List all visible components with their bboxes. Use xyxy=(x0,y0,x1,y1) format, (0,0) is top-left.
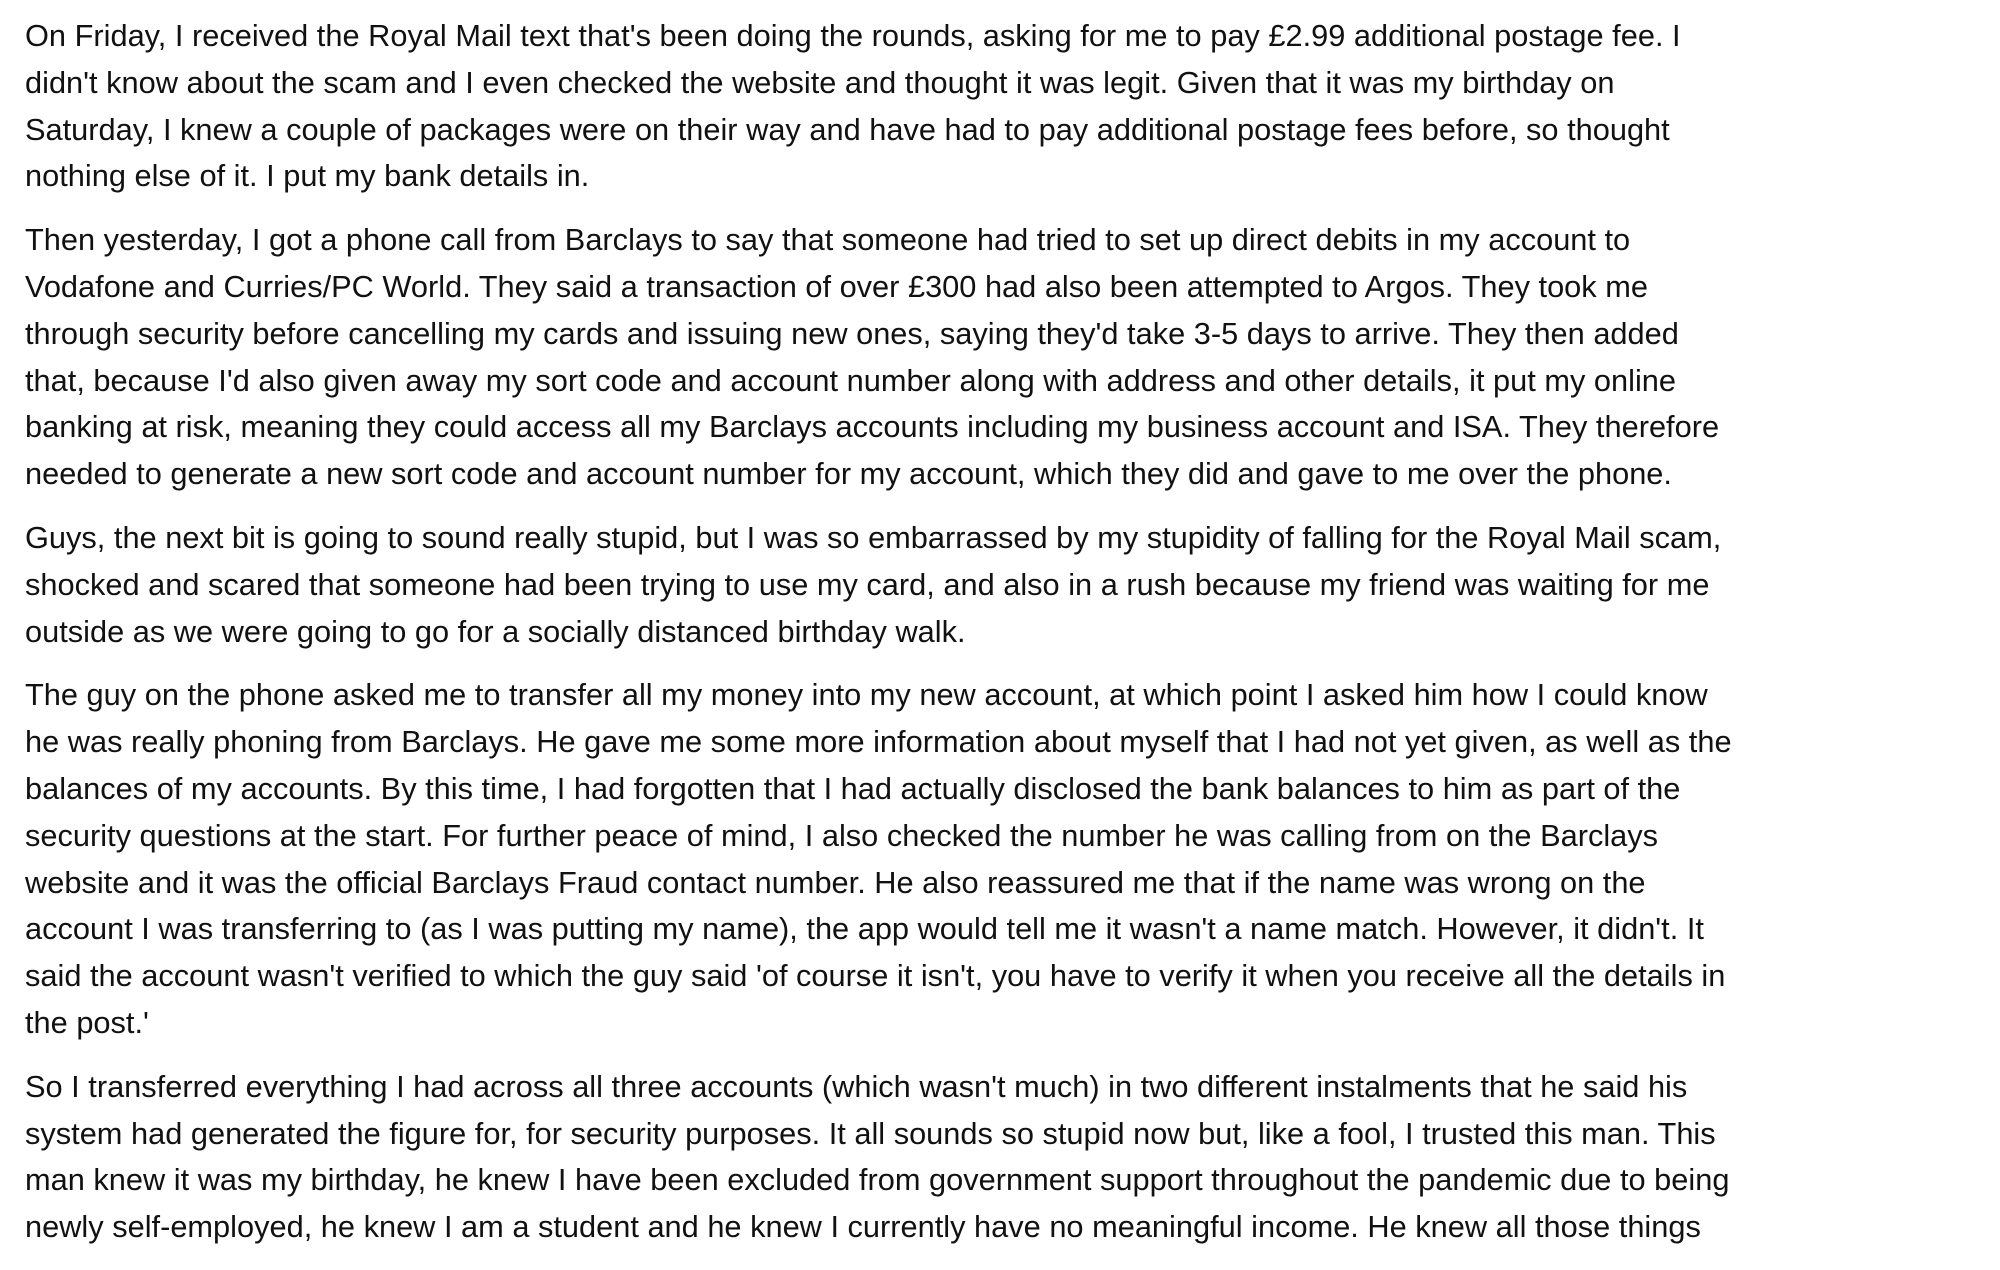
paragraph-barclays-call xyxy=(25,217,2000,498)
text-line: didn't know about the scam and I even checked the website and thought it was legit. Given that it was my birthday on xyxy=(25,64,1615,100)
text-line: the post.' xyxy=(25,1004,149,1040)
text-line: banking at risk, meaning they could access all my Barclays accounts including my business account and ISA. They therefore xyxy=(25,409,1720,445)
paragraph-transfer-request xyxy=(25,672,2000,1046)
document-body xyxy=(25,13,2000,1268)
text-line: Saturday, I knew a couple of packages were on their way and have had to pay additional postage fees before, so thought xyxy=(25,111,1670,147)
text-line: balances of my accounts. By this time, I had forgotten that I had actually disclosed the bank balances to him as part of the xyxy=(25,770,1681,806)
text-line: through security before cancelling my cards and issuing new ones, saying they'd take 3-5 days to arrive. They then added xyxy=(25,315,1679,351)
text-line: he was really phoning from Barclays. He gave me some more information about myself that I had not yet given, as well as the xyxy=(25,724,1732,760)
text-line: Vodafone and Curries/PC World. They said a transaction of over £300 had also been attempted to Argos. They took me xyxy=(25,268,1648,304)
text-line: The guy on the phone asked me to transfer all my money into my new account, at which point I asked him how I could know xyxy=(25,677,1708,713)
text-line: Guys, the next bit is going to sound really stupid, but I was so embarrassed by my stupidity of falling for the Royal Mail scam, xyxy=(25,519,1722,555)
text-line: On Friday, I received the Royal Mail text that's been doing the rounds, asking for me to pay £2.99 additional postage fee. I xyxy=(25,18,1681,53)
text-line: outside as we were going to go for a socially distanced birthday walk. xyxy=(25,613,966,649)
text-line: account I was transferring to (as I was putting my name), the app would tell me it wasn't a name match. However, it didn't. It xyxy=(25,911,1704,947)
text-line: security questions at the start. For further peace of mind, I also checked the number he was calling from on the Barclays xyxy=(25,817,1659,853)
text-line: system had generated the figure for, for security purposes. It all sounds so stupid now but, like a fool, I trusted this man. This xyxy=(25,1115,1716,1151)
paragraph-royal-mail-text xyxy=(25,13,2000,200)
text-line: shocked and scared that someone had been trying to use my card, and also in a rush because my friend was waiting for me xyxy=(25,566,1710,602)
text-line: website and it was the official Barclays Fraud contact number. He also reassured me that if the name was wrong on the xyxy=(25,864,1646,900)
text-line: newly self-employed, he knew I am a student and he knew I currently have no meaningful income. He knew all those things xyxy=(25,1209,1701,1245)
text-line: So I transferred everything I had across all three accounts (which wasn't much) in two different instalments that he said his xyxy=(25,1068,1688,1104)
paragraph-embarrassed xyxy=(25,515,2000,655)
text-line: said the account wasn't verified to which the guy said 'of course it isn't, you have to verify it when you receive all the details in xyxy=(25,958,1726,994)
text-line: man knew it was my birthday, he knew I have been excluded from government support throughout the pandemic due to being xyxy=(25,1162,1730,1198)
text-line: that, because I'd also given away my sort code and account number along with address and other details, it put my online xyxy=(25,362,1677,398)
paragraph-transferred-everything xyxy=(25,1064,2000,1251)
text-line: nothing else of it. I put my bank details in. xyxy=(25,158,590,194)
text-line: needed to generate a new sort code and account number for my account, which they did and gave to me over the phone. xyxy=(25,456,1672,492)
text-line: Then yesterday, I got a phone call from Barclays to say that someone had tried to set up direct debits in my account to xyxy=(25,222,1631,258)
